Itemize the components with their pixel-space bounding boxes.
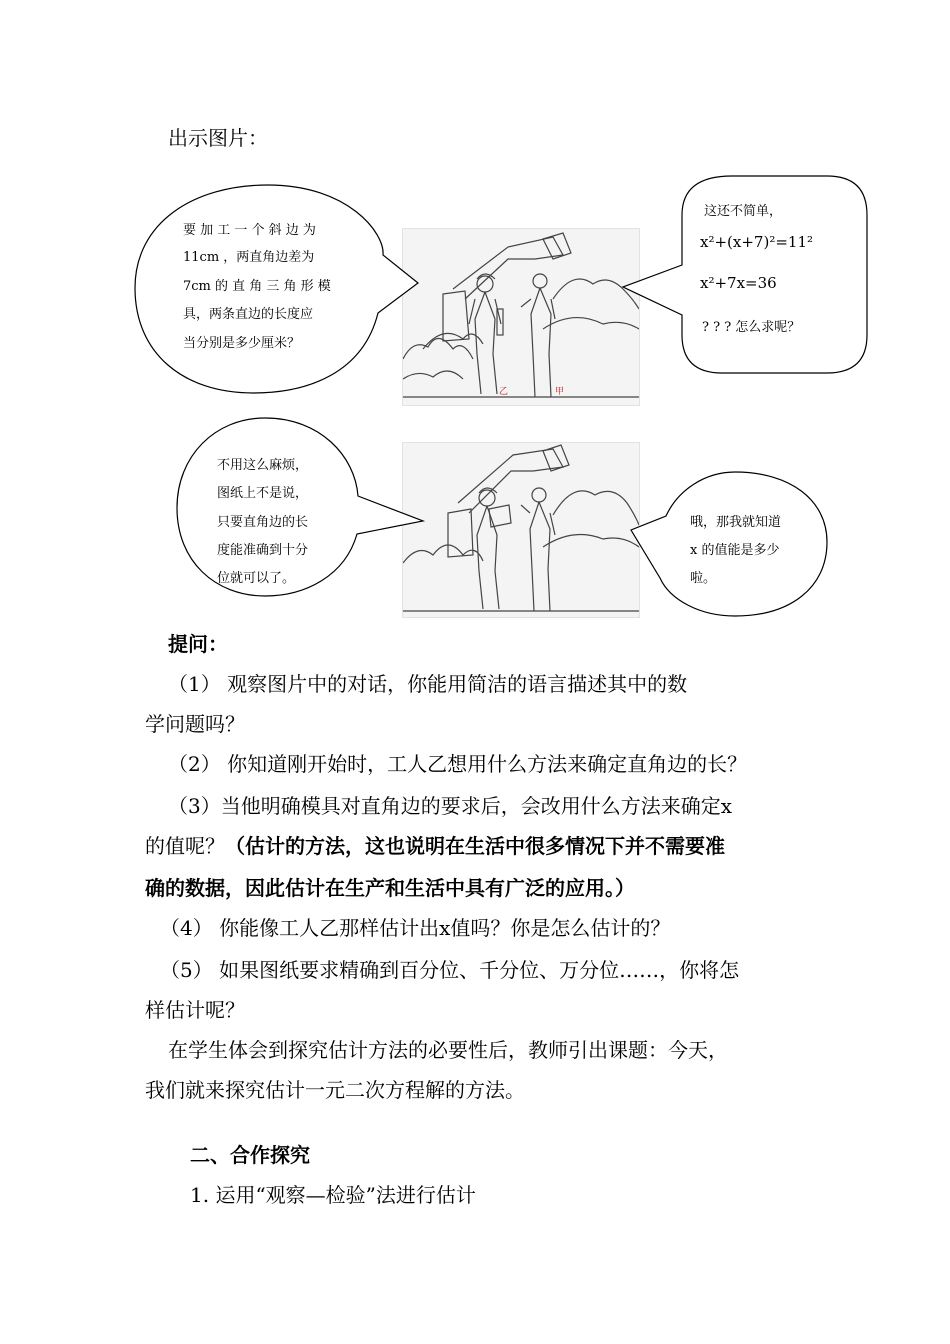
bubble-1-line-2: 11cm ，两直角边差为 bbox=[183, 250, 315, 265]
question-3-bold-note: （估计的方法，这也说明在生活中很多情况下并不需要准 bbox=[225, 834, 725, 858]
question-5-line-1: （5） 如果图纸要求精确到百分位、千分位、万分位……，你将怎 bbox=[160, 958, 740, 982]
speech-bubble-1 bbox=[133, 183, 418, 398]
bubble-2-equation-2: x²+7x=36 bbox=[700, 274, 777, 292]
question-1-line-2: 学问题吗？ bbox=[145, 712, 245, 736]
paragraph-line-1: 在学生体会到探究估计方法的必要性后，教师引出课题：今天， bbox=[168, 1038, 728, 1062]
bubble-3-line-1: 不用这么麻烦， bbox=[217, 458, 309, 473]
question-3-line-3: 确的数据，因此估计在生产和生活中具有广泛的应用。） bbox=[145, 876, 635, 900]
illustration-1 bbox=[402, 228, 640, 406]
section-item-1: 1. 运用“观察—检验”法进行估计 bbox=[190, 1183, 476, 1207]
worker-b-label: 乙 bbox=[499, 387, 509, 397]
bubble-4-line-2: x 的值能是多少 bbox=[690, 543, 780, 558]
questions-heading: 提问： bbox=[168, 632, 228, 656]
bubble-4-line-3: 啦。 bbox=[690, 571, 717, 586]
speech-bubble-4 bbox=[630, 470, 830, 620]
intro-text: 出示图片： bbox=[168, 126, 268, 150]
bubble-3-line-3: 只要直角边的长 bbox=[217, 515, 309, 530]
speech-bubble-2 bbox=[622, 175, 870, 375]
question-1-line-1: （1） 观察图片中的对话，你能用简洁的语言描述其中的数 bbox=[168, 672, 688, 696]
question-3-plain: 的值呢？ bbox=[145, 834, 225, 858]
question-3-line-1: （3）当他明确模具对直角边的要求后，会改用什么方法来确定x bbox=[168, 794, 733, 818]
bubble-1-line-1: 要 加 工 一 个 斜 边 为 bbox=[183, 223, 316, 238]
bubble-4-line-1: 哦，那我就知道 bbox=[690, 515, 782, 530]
bubble-1-line-5: 当分别是多少厘米？ bbox=[183, 336, 301, 351]
section-title: 二、合作探究 bbox=[190, 1143, 310, 1167]
bubble-1-line-4: 具，两条直边的长度应 bbox=[183, 307, 314, 322]
question-5-line-2: 样估计呢？ bbox=[145, 998, 245, 1022]
question-3-line-2 bbox=[145, 832, 725, 860]
illustration-2 bbox=[402, 442, 640, 618]
bubble-1-line-3: 7cm 的 直 角 三 角 形 模 bbox=[183, 279, 331, 294]
bubble-2-line-1: 这还不简单， bbox=[704, 204, 783, 219]
question-4: （4） 你能像工人乙那样估计出x值吗？你是怎么估计的？ bbox=[160, 916, 671, 940]
bubble-3-line-5: 位就可以了。 bbox=[217, 571, 296, 586]
paragraph-line-2: 我们就来探究估计一元二次方程解的方法。 bbox=[145, 1078, 525, 1102]
bubble-3-line-4: 度能准确到十分 bbox=[217, 543, 309, 558]
question-2: （2） 你知道刚开始时，工人乙想用什么方法来确定直角边的长？ bbox=[168, 752, 748, 776]
worker-a-label: 甲 bbox=[555, 387, 565, 397]
bubble-2-equation-1: x²+(x+7)²=11² bbox=[700, 233, 813, 251]
bubble-3-line-2: 图纸上不是说， bbox=[217, 486, 309, 501]
speech-bubble-3 bbox=[175, 416, 423, 599]
bubble-2-line-4: ? ? ? 怎么求呢？ bbox=[702, 320, 801, 335]
